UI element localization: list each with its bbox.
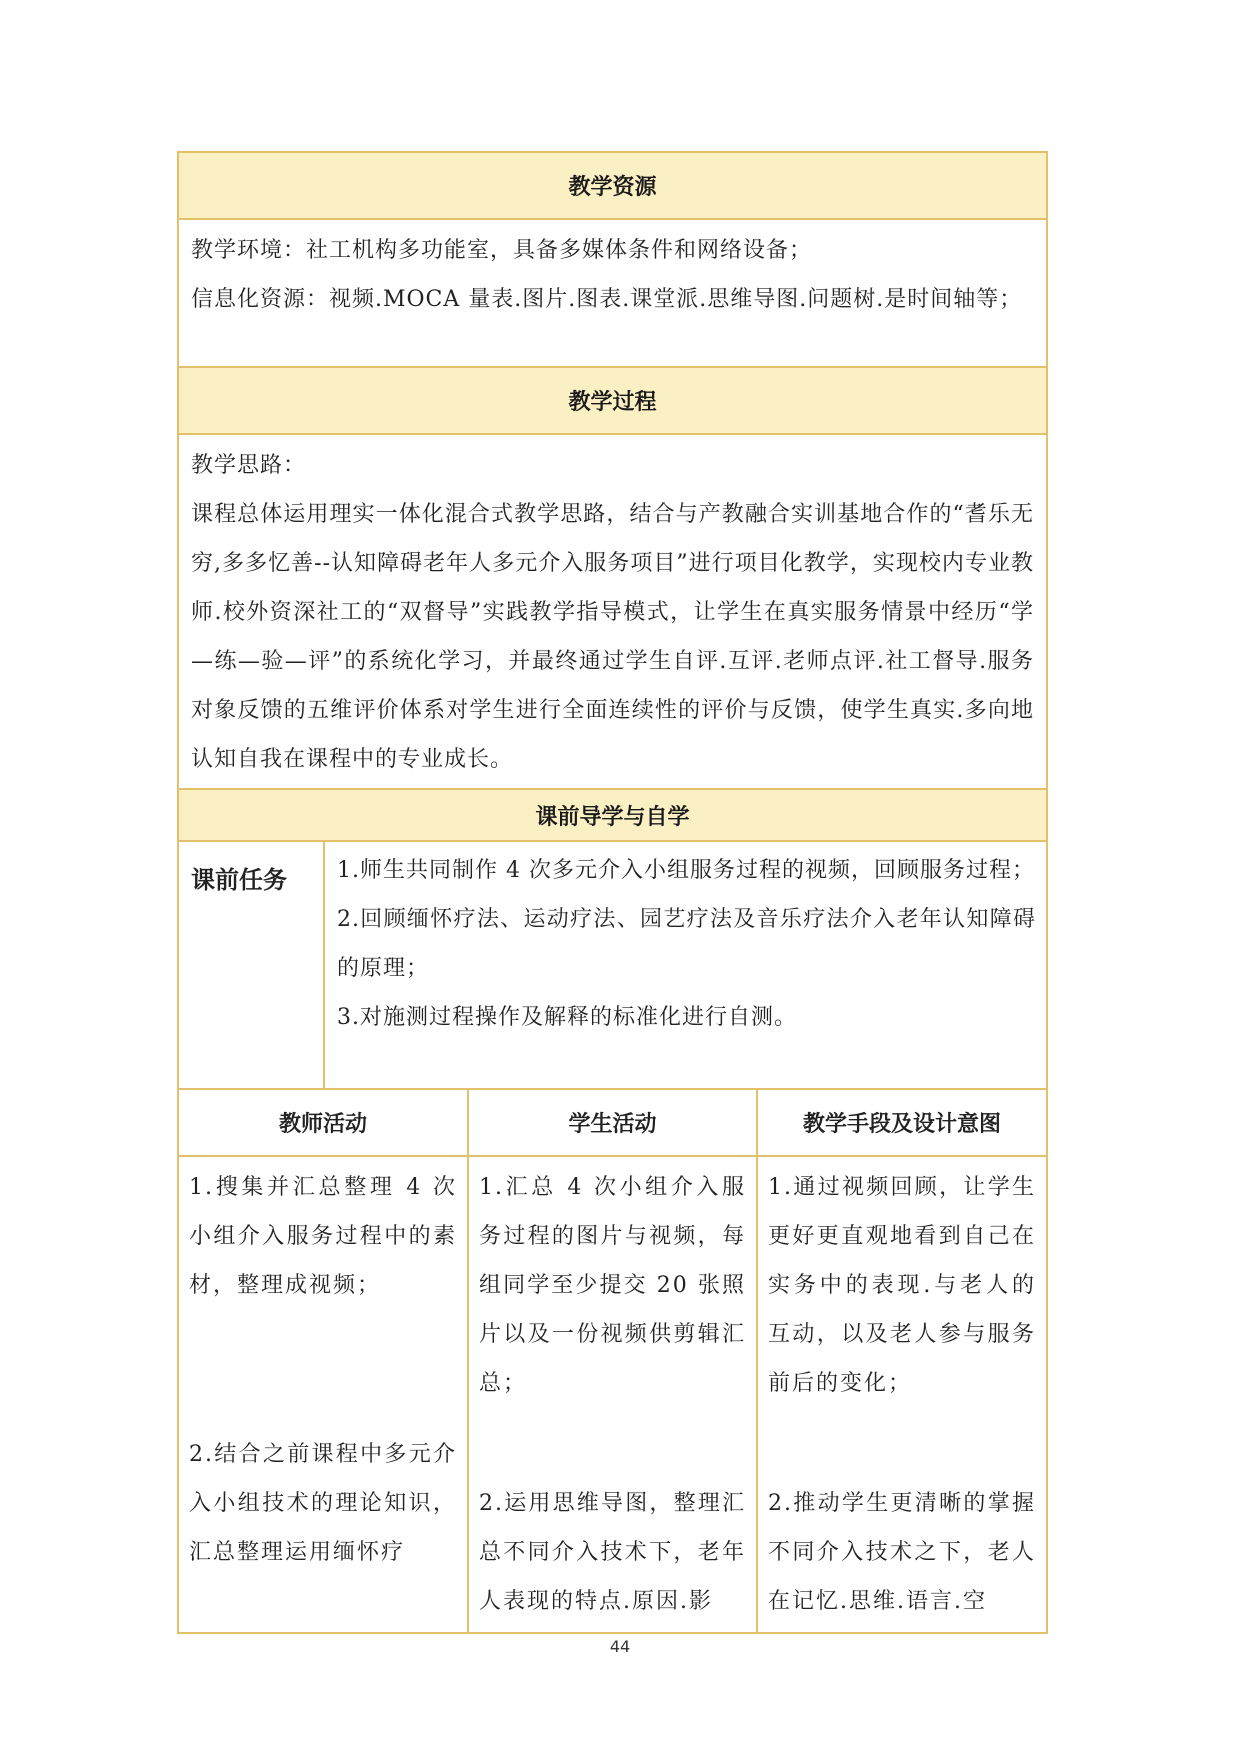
preclass-task-label: 课前任务: [178, 841, 324, 1089]
process-body: [178, 434, 1047, 789]
teacher-activity-cell: [178, 1156, 468, 1633]
preclass-task-list: [324, 841, 1047, 1089]
page-number: 44: [609, 1637, 631, 1656]
process-header: 教学过程: [178, 367, 1047, 434]
lesson-plan-table: [177, 151, 1048, 1634]
task-item: 2.回顾缅怀疗法、运动疗法、园艺疗法及音乐疗法介入老年认知障碍的原理；: [337, 907, 1037, 981]
design-intent-cell: [757, 1156, 1047, 1633]
task-item: 1.师生共同制作 4 次多元介入小组服务过程的视频，回顾服务过程；: [337, 858, 1035, 883]
teacher-activity-header: 教师活动: [178, 1089, 468, 1156]
student-activity-item: 1.汇总 4 次小组介入服务过程的图片与视频，每组同学至少提交 20 张照片以及一份视频供剪辑汇总；: [479, 1175, 746, 1396]
resources-body: [178, 219, 1047, 367]
design-intent-header: 教学手段及设计意图: [757, 1089, 1047, 1156]
resource-line-it: 信息化资源：视频.MOCA 量表.图片.图表.课堂派.思维导图.问题树.是时间轴等；: [191, 287, 1023, 312]
teacher-activity-item: 2.结合之前课程中多元介入小组技术的理论知识，汇总整理运用缅怀疗: [189, 1442, 457, 1565]
teaching-idea-paragraph: 课程总体运用理实一体化混合式教学思路，结合与产教融合实训基地合作的“耆乐无穷,多多忆善--认知障碍老年人多元介入服务项目”进行项目化教学，实现校内专业教师.校外资深社工的“双督导”实践教学指导模式，让学生在真实服务情景中经历“学—练—验—评”的系统化学习，并最终通过学生自评.互评.老师点评.社工督导.服务对象反馈的五维评价体系对学生进行全面连续性的评价与反馈，使学生真实.多向地认知自我在课程中的专业成长。: [191, 502, 1035, 772]
design-intent-item: 2.推动学生更清晰的掌握不同介入技术之下，老人在记忆.思维.语言.空: [768, 1491, 1037, 1614]
teaching-idea-label: 教学思路：: [191, 453, 307, 478]
design-intent-item: 1.通过视频回顾，让学生更好更直观地看到自己在实务中的表现.与老人的互动，以及老人参与服务前后的变化；: [768, 1175, 1037, 1396]
student-activity-item: 2.运用思维导图，整理汇总不同介入技术下，老年人表现的特点.原因.影: [479, 1491, 746, 1614]
resources-header: 教学资源: [178, 152, 1047, 219]
task-item: 3.对施测过程操作及解释的标准化进行自测。: [337, 1005, 797, 1030]
student-activity-cell: [468, 1156, 757, 1633]
student-activity-header: 学生活动: [468, 1089, 757, 1156]
teacher-activity-item: 1.搜集并汇总整理 4 次小组介入服务过程中的素材，整理成视频；: [189, 1175, 457, 1298]
resource-line-environment: 教学环境：社工机构多功能室，具备多媒体条件和网络设备；: [191, 238, 813, 263]
preclass-header: 课前导学与自学: [178, 789, 1047, 841]
